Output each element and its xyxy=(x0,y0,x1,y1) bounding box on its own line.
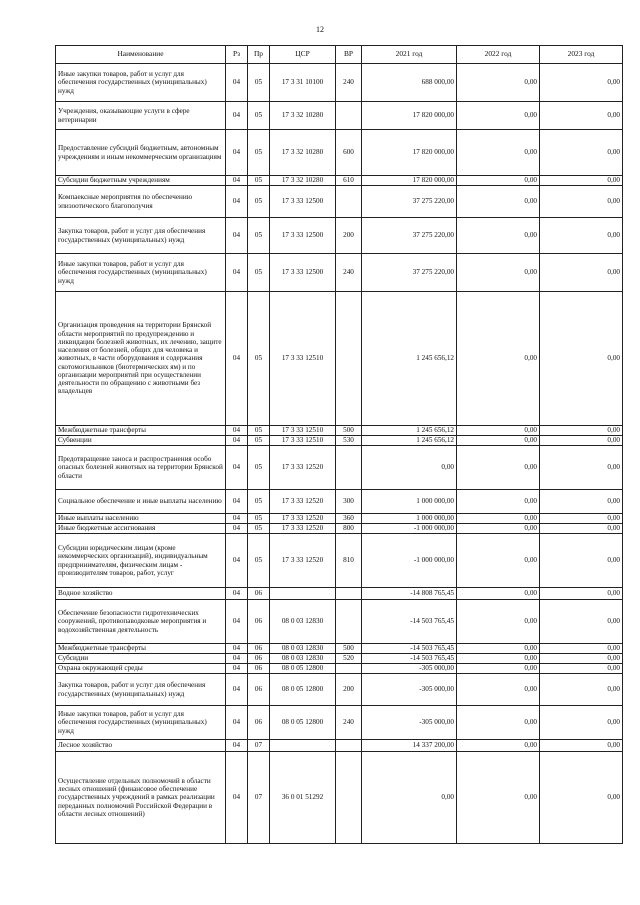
table-row xyxy=(56,644,623,654)
cell-vr: 500 xyxy=(336,426,362,436)
cell-2021: 17 820 000,00 xyxy=(362,102,457,130)
cell-rz: 04 xyxy=(226,426,248,436)
cell-csr: 36 0 01 51292 xyxy=(270,752,336,844)
cell-vr: 200 xyxy=(336,674,362,706)
cell-vr xyxy=(336,102,362,130)
cell-rz: 04 xyxy=(226,752,248,844)
cell-rz: 04 xyxy=(226,186,248,218)
cell-csr: 08 0 03 12830 xyxy=(270,644,336,654)
table-row xyxy=(56,524,623,534)
header-2022: 2022 год xyxy=(457,46,540,64)
cell-2021: 1 245 656,12 xyxy=(362,436,457,446)
cell-rz: 04 xyxy=(226,130,248,176)
cell-name: Иные бюджетные ассигнования xyxy=(56,524,226,534)
table-row xyxy=(56,664,623,674)
cell-vr: 810 xyxy=(336,534,362,588)
cell-2022: 0,00 xyxy=(457,644,540,654)
cell-rz: 04 xyxy=(226,254,248,292)
cell-rz: 04 xyxy=(226,740,248,752)
cell-2023: 0,00 xyxy=(540,664,623,674)
table-row xyxy=(56,600,623,644)
cell-pr: 05 xyxy=(248,254,270,292)
cell-2021: 1 245 656,12 xyxy=(362,426,457,436)
cell-2022: 0,00 xyxy=(457,740,540,752)
cell-2023: 0,00 xyxy=(540,446,623,490)
cell-vr xyxy=(336,600,362,644)
cell-vr: 520 xyxy=(336,654,362,664)
cell-pr: 05 xyxy=(248,176,270,186)
cell-2022: 0,00 xyxy=(457,292,540,426)
cell-2023: 0,00 xyxy=(540,600,623,644)
cell-rz: 04 xyxy=(226,446,248,490)
cell-pr: 06 xyxy=(248,654,270,664)
cell-2021: 37 275 220,00 xyxy=(362,186,457,218)
table-row xyxy=(56,64,623,102)
cell-pr: 05 xyxy=(248,292,270,426)
header-vr: ВР xyxy=(336,46,362,64)
cell-2022: 0,00 xyxy=(457,514,540,524)
cell-name: Иные выплаты населению xyxy=(56,514,226,524)
cell-csr: 08 0 05 12800 xyxy=(270,674,336,706)
cell-name: Закупка товаров, работ и услуг для обеспечения государственных (муниципальных) нужд xyxy=(56,218,226,254)
cell-2021: 37 275 220,00 xyxy=(362,218,457,254)
cell-rz: 04 xyxy=(226,600,248,644)
cell-vr: 300 xyxy=(336,490,362,514)
header-2023: 2023 год xyxy=(540,46,623,64)
header-rz: Рз xyxy=(226,46,248,64)
cell-rz: 04 xyxy=(226,64,248,102)
cell-2022: 0,00 xyxy=(457,176,540,186)
cell-rz: 04 xyxy=(226,588,248,600)
table-row xyxy=(56,218,623,254)
cell-2022: 0,00 xyxy=(457,490,540,514)
cell-2023: 0,00 xyxy=(540,654,623,664)
cell-2023: 0,00 xyxy=(540,436,623,446)
cell-2023: 0,00 xyxy=(540,254,623,292)
cell-2022: 0,00 xyxy=(457,674,540,706)
cell-2021: -305 000,00 xyxy=(362,706,457,740)
cell-pr: 05 xyxy=(248,130,270,176)
cell-2021: 0,00 xyxy=(362,446,457,490)
cell-rz: 04 xyxy=(226,514,248,524)
table-row xyxy=(56,254,623,292)
cell-csr: 08 0 05 12800 xyxy=(270,706,336,740)
cell-2022: 0,00 xyxy=(457,186,540,218)
cell-vr: 200 xyxy=(336,218,362,254)
cell-2022: 0,00 xyxy=(457,218,540,254)
table-row xyxy=(56,534,623,588)
cell-pr: 06 xyxy=(248,600,270,644)
table-row xyxy=(56,186,623,218)
cell-rz: 04 xyxy=(226,176,248,186)
cell-2023: 0,00 xyxy=(540,176,623,186)
cell-2022: 0,00 xyxy=(457,426,540,436)
cell-rz: 04 xyxy=(226,534,248,588)
cell-2023: 0,00 xyxy=(540,534,623,588)
cell-vr xyxy=(336,752,362,844)
cell-2021: -14 503 765,45 xyxy=(362,600,457,644)
cell-2022: 0,00 xyxy=(457,654,540,664)
cell-pr: 07 xyxy=(248,740,270,752)
cell-rz: 04 xyxy=(226,654,248,664)
cell-2021: -305 000,00 xyxy=(362,664,457,674)
cell-csr: 08 0 03 12830 xyxy=(270,654,336,664)
cell-pr: 05 xyxy=(248,446,270,490)
cell-pr: 06 xyxy=(248,664,270,674)
cell-name: Субсидии бюджетным учреждениям xyxy=(56,176,226,186)
cell-csr: 17 3 33 12520 xyxy=(270,490,336,514)
cell-rz: 04 xyxy=(226,644,248,654)
cell-csr xyxy=(270,740,336,752)
header-name: Наименование xyxy=(56,46,226,64)
cell-csr: 08 0 03 12830 xyxy=(270,600,336,644)
cell-2023: 0,00 xyxy=(540,644,623,654)
table-row xyxy=(56,490,623,514)
cell-2023: 0,00 xyxy=(540,426,623,436)
table-row xyxy=(56,176,623,186)
cell-pr: 05 xyxy=(248,218,270,254)
cell-2021: 1 245 656,12 xyxy=(362,292,457,426)
cell-pr: 06 xyxy=(248,644,270,654)
table-row xyxy=(56,588,623,600)
cell-pr: 05 xyxy=(248,64,270,102)
cell-csr: 17 3 31 10100 xyxy=(270,64,336,102)
cell-2021: 1 000 000,00 xyxy=(362,490,457,514)
cell-vr: 240 xyxy=(336,254,362,292)
cell-2023: 0,00 xyxy=(540,740,623,752)
table-row xyxy=(56,674,623,706)
page-number: 12 xyxy=(316,25,324,34)
cell-2023: 0,00 xyxy=(540,752,623,844)
cell-name: Субсидии xyxy=(56,654,226,664)
cell-csr: 17 3 32 10280 xyxy=(270,176,336,186)
cell-2022: 0,00 xyxy=(457,664,540,674)
table-row xyxy=(56,130,623,176)
cell-2022: 0,00 xyxy=(457,446,540,490)
cell-pr: 05 xyxy=(248,426,270,436)
cell-csr: 17 3 33 12510 xyxy=(270,436,336,446)
cell-csr: 17 3 33 12520 xyxy=(270,524,336,534)
cell-vr: 800 xyxy=(336,524,362,534)
cell-2021: -1 000 000,00 xyxy=(362,524,457,534)
cell-2021: -1 000 000,00 xyxy=(362,534,457,588)
cell-vr: 500 xyxy=(336,644,362,654)
cell-vr xyxy=(336,186,362,218)
cell-2023: 0,00 xyxy=(540,64,623,102)
cell-vr: 240 xyxy=(336,706,362,740)
cell-rz: 04 xyxy=(226,218,248,254)
cell-2022: 0,00 xyxy=(457,588,540,600)
cell-name: Социальное обеспечение и иные выплаты населению xyxy=(56,490,226,514)
cell-2023: 0,00 xyxy=(540,130,623,176)
cell-2021: 17 820 000,00 xyxy=(362,176,457,186)
cell-vr: 530 xyxy=(336,436,362,446)
cell-name: Компаексные мероприятия по обеспечению эпизоотического благополучия xyxy=(56,186,226,218)
cell-name: Межбюджетные трансферты xyxy=(56,426,226,436)
cell-name: Учреждения, оказывающие услуги в сфере ветеринарии xyxy=(56,102,226,130)
cell-name: Иные закупки товаров, работ и услуг для обеспечения государственных (муниципальных) нужд xyxy=(56,254,226,292)
cell-csr: 17 3 33 12510 xyxy=(270,292,336,426)
cell-2021: -14 503 765,45 xyxy=(362,654,457,664)
cell-pr: 07 xyxy=(248,752,270,844)
cell-2023: 0,00 xyxy=(540,186,623,218)
header-row xyxy=(56,46,623,64)
budget-table xyxy=(55,45,623,844)
cell-2022: 0,00 xyxy=(457,600,540,644)
cell-2023: 0,00 xyxy=(540,102,623,130)
cell-pr: 05 xyxy=(248,524,270,534)
cell-name: Закупка товаров, работ и услуг для обеспечения государственных (муниципальных) нужд xyxy=(56,674,226,706)
cell-pr: 05 xyxy=(248,436,270,446)
table-row xyxy=(56,752,623,844)
cell-2022: 0,00 xyxy=(457,706,540,740)
cell-csr: 17 3 33 12520 xyxy=(270,534,336,588)
cell-pr: 06 xyxy=(248,588,270,600)
cell-csr: 17 3 32 10280 xyxy=(270,102,336,130)
cell-2021: 14 337 200,00 xyxy=(362,740,457,752)
cell-rz: 04 xyxy=(226,436,248,446)
cell-name: Предотвращение заноса и распространения особо опасных болезней животных на территории Брянской области xyxy=(56,446,226,490)
table-row xyxy=(56,102,623,130)
cell-vr: 600 xyxy=(336,130,362,176)
cell-csr: 17 3 32 10280 xyxy=(270,130,336,176)
table-row xyxy=(56,706,623,740)
cell-name: Лесное хозяйство xyxy=(56,740,226,752)
cell-vr: 240 xyxy=(336,64,362,102)
cell-rz: 04 xyxy=(226,706,248,740)
cell-pr: 06 xyxy=(248,674,270,706)
cell-rz: 04 xyxy=(226,674,248,706)
table-row xyxy=(56,740,623,752)
cell-csr: 17 3 33 12520 xyxy=(270,514,336,524)
cell-2022: 0,00 xyxy=(457,436,540,446)
table-row xyxy=(56,436,623,446)
cell-csr: 17 3 33 12510 xyxy=(270,426,336,436)
cell-rz: 04 xyxy=(226,102,248,130)
cell-name: Субсидии юридическим лицам (кроме некоммерческих организаций), индивидуальным предпринимателям, физическим лицам - производителям товаров, работ, услуг xyxy=(56,534,226,588)
header-2021: 2021 год xyxy=(362,46,457,64)
cell-2021: -14 503 765,45 xyxy=(362,644,457,654)
cell-2022: 0,00 xyxy=(457,752,540,844)
header-pr: Пр xyxy=(248,46,270,64)
cell-name: Предоставление субсидий бюджетным, автономным учреждениям и иным некоммерческим организациям xyxy=(56,130,226,176)
cell-name: Водное хозяйство xyxy=(56,588,226,600)
cell-vr xyxy=(336,588,362,600)
cell-2021: -14 808 765,45 xyxy=(362,588,457,600)
cell-rz: 04 xyxy=(226,524,248,534)
cell-pr: 06 xyxy=(248,706,270,740)
cell-2021: 0,00 xyxy=(362,752,457,844)
cell-2022: 0,00 xyxy=(457,130,540,176)
cell-2021: 37 275 220,00 xyxy=(362,254,457,292)
table-row xyxy=(56,426,623,436)
cell-2023: 0,00 xyxy=(540,674,623,706)
cell-2021: 1 000 000,00 xyxy=(362,514,457,524)
cell-name: Иные закупки товаров, работ и услуг для обеспечения государственных (муниципальных) нужд xyxy=(56,706,226,740)
cell-2023: 0,00 xyxy=(540,514,623,524)
cell-name: Организация проведения на территории Брянской области мероприятий по предупреждению и ликвидации болезней животных, их лечению, защите населения от болезней, общих для человека и животных, в части оборудования и содержания скотомогильников (биотермических ям) и по организации мероприятий при осуществлении деятельности по обращению с животными без владельцев xyxy=(56,292,226,426)
cell-2021: 17 820 000,00 xyxy=(362,130,457,176)
cell-vr xyxy=(336,446,362,490)
cell-2022: 0,00 xyxy=(457,254,540,292)
cell-csr: 17 3 33 12500 xyxy=(270,218,336,254)
cell-2022: 0,00 xyxy=(457,102,540,130)
table-row xyxy=(56,292,623,426)
cell-name: Субвенции xyxy=(56,436,226,446)
cell-2023: 0,00 xyxy=(540,490,623,514)
cell-pr: 05 xyxy=(248,186,270,218)
cell-pr: 05 xyxy=(248,534,270,588)
table-row xyxy=(56,446,623,490)
cell-2021: -305 000,00 xyxy=(362,674,457,706)
table-row xyxy=(56,514,623,524)
cell-csr: 17 3 33 12500 xyxy=(270,254,336,292)
cell-vr xyxy=(336,664,362,674)
cell-csr: 08 0 05 12800 xyxy=(270,664,336,674)
cell-rz: 04 xyxy=(226,490,248,514)
cell-vr: 610 xyxy=(336,176,362,186)
cell-rz: 04 xyxy=(226,664,248,674)
cell-2023: 0,00 xyxy=(540,524,623,534)
cell-rz: 04 xyxy=(226,292,248,426)
cell-vr xyxy=(336,292,362,426)
cell-2023: 0,00 xyxy=(540,292,623,426)
cell-2022: 0,00 xyxy=(457,64,540,102)
cell-vr: 360 xyxy=(336,514,362,524)
cell-name: Осуществление отдельных полномочий в области лесных отношений (финансовое обеспечение государственных учреждений в рамках реализации переданных полномочий Российской Федерации в области лесных отношений) xyxy=(56,752,226,844)
cell-2022: 0,00 xyxy=(457,524,540,534)
cell-2021: 688 000,00 xyxy=(362,64,457,102)
cell-csr xyxy=(270,588,336,600)
cell-csr: 17 3 33 12500 xyxy=(270,186,336,218)
cell-pr: 05 xyxy=(248,102,270,130)
header-csr: ЦСР xyxy=(270,46,336,64)
cell-name: Охрана окружающей среды xyxy=(56,664,226,674)
cell-2022: 0,00 xyxy=(457,534,540,588)
cell-vr xyxy=(336,740,362,752)
cell-pr: 05 xyxy=(248,514,270,524)
cell-2023: 0,00 xyxy=(540,588,623,600)
cell-pr: 05 xyxy=(248,490,270,514)
cell-name: Межбюджетные трансферты xyxy=(56,644,226,654)
cell-2023: 0,00 xyxy=(540,706,623,740)
cell-name: Иные закупки товаров, работ и услуг для обеспечения государственных (муниципальных) нужд xyxy=(56,64,226,102)
table-row xyxy=(56,654,623,664)
cell-name: Обеспечение безопасности гидротехнических сооружений, противопаводковые мероприятия и водохозяйственная деятельность xyxy=(56,600,226,644)
cell-csr: 17 3 33 12520 xyxy=(270,446,336,490)
cell-2023: 0,00 xyxy=(540,218,623,254)
